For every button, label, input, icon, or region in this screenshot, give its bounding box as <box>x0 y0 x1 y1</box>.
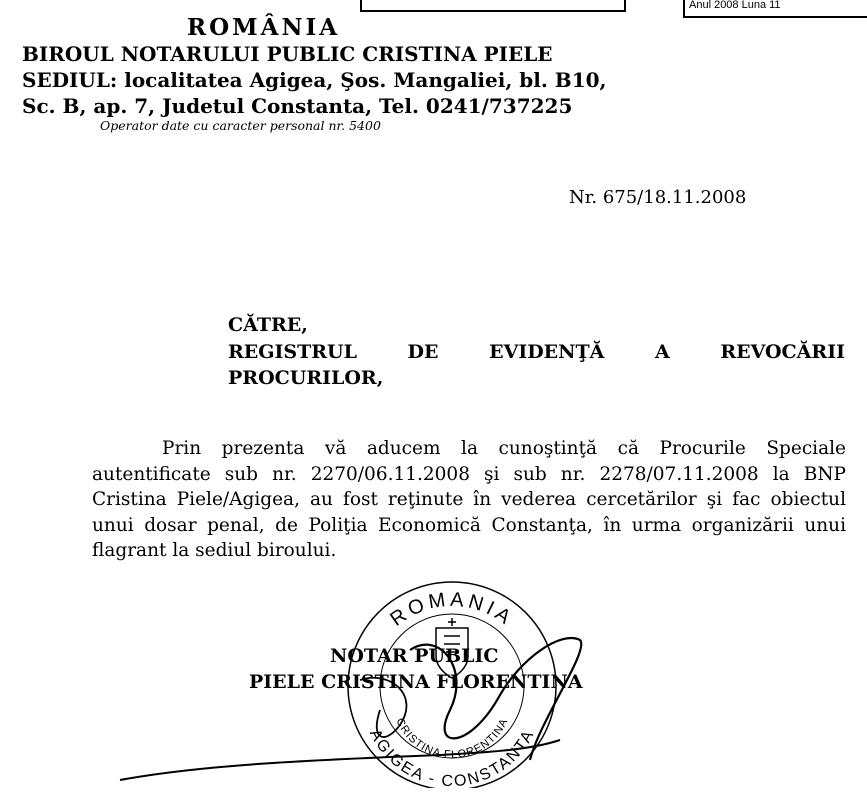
recipient-to: CĂTRE, <box>228 314 308 336</box>
body-paragraph <box>92 436 846 564</box>
stamp-inner-text: CRISTINA FLORENTINA <box>393 716 511 762</box>
svg-text:CRISTINA FLORENTINA <box>393 716 510 761</box>
recipient-line-1: REGISTRUL DE EVIDENŢĂ A REVOCĂRII <box>228 341 845 363</box>
address-line-2: Sc. B, ap. 7, Judetul Constanta, Tel. 0241/737225 <box>22 94 573 118</box>
body-text: Prin prezenta vă aducem la cunoştinţă că Procurile Speciale autentificate sub nr. 2270/06.11.2008 şi sub nr. 2278/07.11.2008 la BNP Cristina Piele/Agigea, au fost reţinute în vederea cercetărilor şi fac obiectul unui dosar penal, de Poliţia Economică Constanţa, în urma organizării unui flagrant la sediul biroului. <box>92 438 846 561</box>
operator-note: Operator date cu caracter personal nr. 5400 <box>100 118 381 133</box>
office-name: BIROUL NOTARULUI PUBLIC CRISTINA PIELE <box>22 42 553 66</box>
document-number: Nr. 675/18.11.2008 <box>569 187 747 208</box>
top-form-box <box>360 0 626 12</box>
address-line-1: SEDIUL: localitatea Agigea, Şos. Mangaliei, bl. B10, <box>22 68 607 92</box>
stamp-bottom-text: AGIGEA - CONSTANTA <box>366 726 538 788</box>
signature-name: PIELE CRISTINA FLORENTINA <box>249 671 583 693</box>
stamp-top-text: ROMANIA <box>386 588 518 631</box>
country-heading: ROMÂNIA <box>187 14 341 41</box>
recipient-line-2: PROCURILOR, <box>228 367 384 389</box>
signature-title: NOTAR PUBLIC <box>330 645 499 667</box>
registry-stamp: Anul 2008 Luna 11 <box>683 0 867 18</box>
